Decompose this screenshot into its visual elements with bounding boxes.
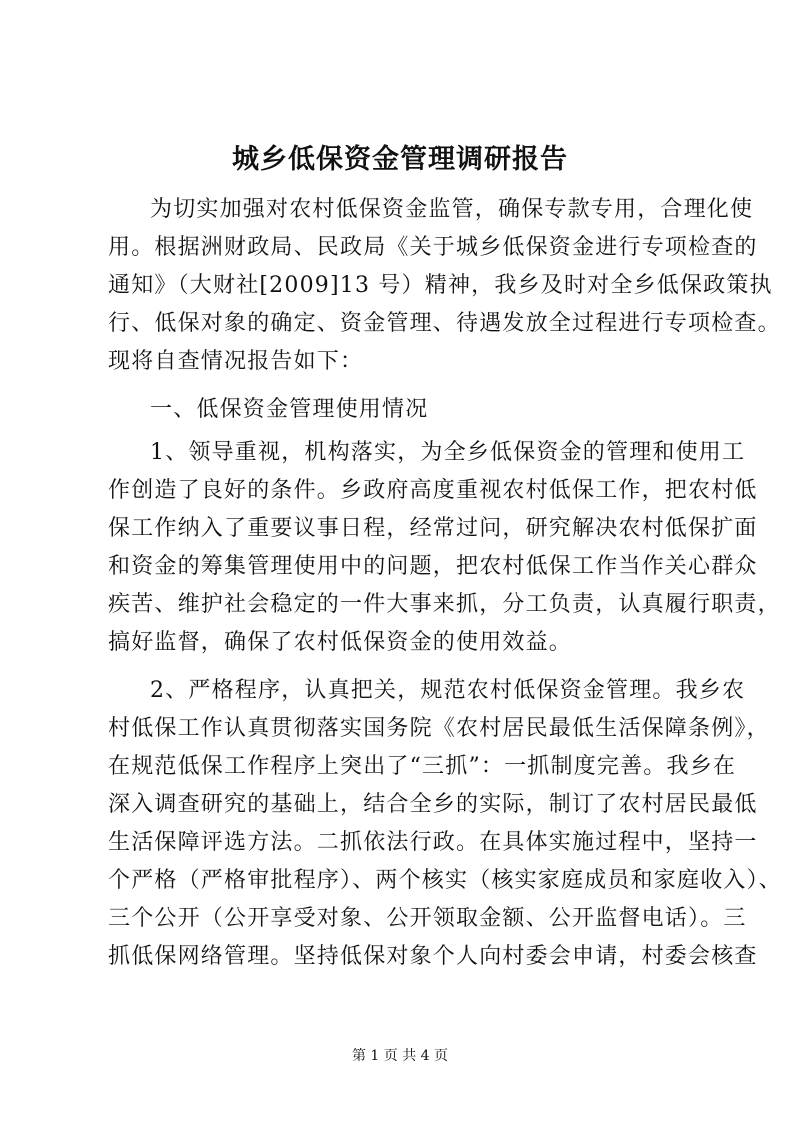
body-line: 村低保工作认真贯彻落实国务院《农村居民最低生活保障条例》，	[108, 716, 770, 741]
body-line: 保工作纳入了重要议事日程，经常过问，研究解决农村低保扩面	[108, 516, 758, 541]
page-footer: 第 1 页 共 4 页	[351, 1048, 449, 1064]
body-line: 在规范低保工作程序上突出了“三抓”：一抓制度完善。我乡在	[108, 754, 737, 779]
body-line: 疾苦、维护社会稳定的一件大事来抓，分工负责，认真履行职责，	[108, 592, 781, 617]
body-line: 作创造了良好的条件。乡政府高度重视农村低保工作，把农村低	[108, 478, 758, 503]
body-line: 通知》（大财社[2009]13 号）精神，我乡及时对全乡低保政策执	[108, 273, 773, 298]
body-line: 深入调查研究的基础上，结合全乡的实际，制订了农村居民最低	[108, 792, 758, 817]
body-line: 三个公开（公开享受对象、公开领取金额、公开监督电话）。三	[108, 906, 747, 931]
body-line: 用。根据洲财政局、民政局《关于城乡低保资金进行专项检查的	[108, 235, 758, 260]
body-line: 和资金的筹集管理使用中的问题，把农村低保工作当作关心群众	[108, 554, 758, 579]
body-line: 为切实加强对农村低保资金监管，确保专款专用，合理化使	[150, 197, 754, 222]
document-title: 城乡低保资金管理调研报告	[232, 144, 568, 175]
body-line: 个严格（严格审批程序）、两个核实（核实家庭成员和家庭收入）、	[108, 868, 783, 893]
body-line: 行、低保对象的确定、资金管理、待遇发放全过程进行专项检查。	[108, 311, 781, 336]
body-line: 现将自查情况报告如下：	[108, 349, 364, 374]
body-line: 2、严格程序，认真把关，规范农村低保资金管理。我乡农	[150, 678, 746, 703]
body-line: 搞好监督，确保了农村低保资金的使用效益。	[108, 630, 573, 655]
body-line: 1、领导重视，机构落实，为全乡低保资金的管理和使用工	[150, 440, 746, 465]
body-line: 抓低保网络管理。坚持低保对象个人向村委会申请，村委会核查	[108, 944, 758, 969]
body-line: 生活保障评选方法。二抓依法行政。在具体实施过程中，坚持一	[108, 830, 758, 855]
section-heading: 一、低保资金管理使用情况	[150, 397, 429, 422]
